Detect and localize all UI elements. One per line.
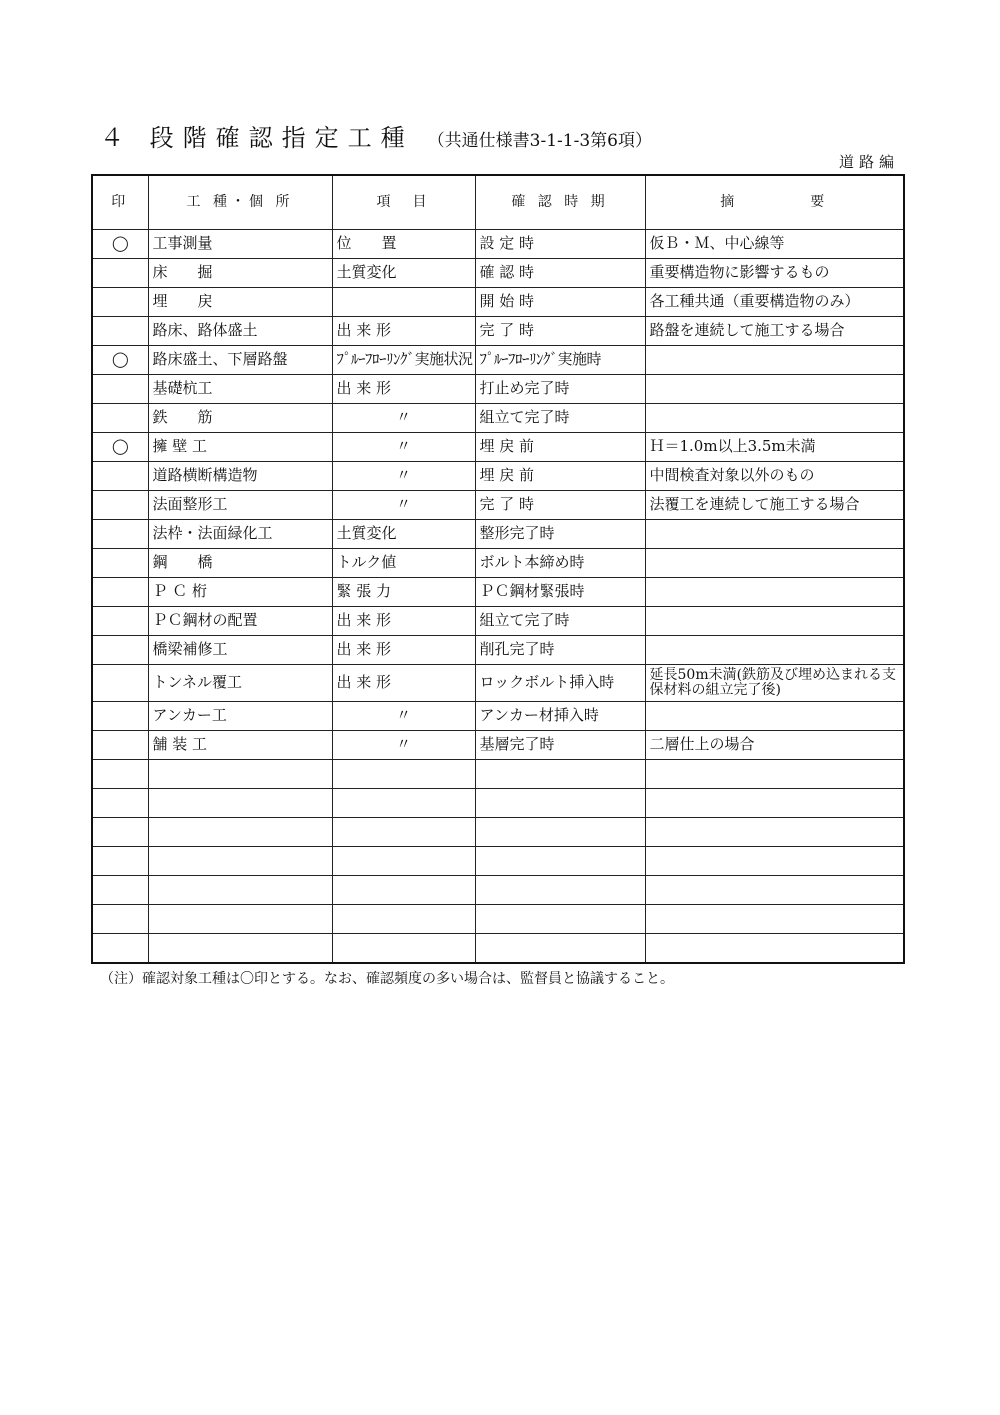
table-row [92,288,904,317]
cell-mark [92,847,148,876]
cell-work: 鉄 筋 [148,404,332,433]
cell-work: 工事測量 [148,230,332,259]
cell-remarks [645,375,904,404]
title-main: ４ 段階確認指定工種 [100,124,414,152]
cell-item [332,934,475,964]
cell-mark [92,520,148,549]
cell-timing: 開 始 時 [475,288,645,317]
cell-timing: 基層完了時 [475,731,645,760]
cell-mark [92,549,148,578]
cell-mark [92,760,148,789]
cell-work: ＰＣ鋼材の配置 [148,607,332,636]
cell-timing [475,876,645,905]
table-row [92,876,904,905]
cell-timing: ﾌﾟﾙｰﾌﾛｰﾘﾝｸﾞ実施時 [475,346,645,375]
cell-item: 出 来 形 [332,607,475,636]
cell-timing: 打止め完了時 [475,375,645,404]
cell-item: 〃 [332,433,475,462]
cell-work [148,760,332,789]
cell-remarks [645,346,904,375]
cell-work: 基礎杭工 [148,375,332,404]
table-row [92,375,904,404]
cell-remarks [645,818,904,847]
cell-mark: ◯ [92,230,148,259]
cell-mark [92,462,148,491]
header-work: 工 種・個 所 [148,175,332,230]
cell-item: 土質変化 [332,520,475,549]
cell-timing: ボルト本締め時 [475,549,645,578]
cell-mark [92,288,148,317]
cell-work [148,847,332,876]
cell-timing [475,905,645,934]
table-row [92,702,904,731]
cell-work: 埋 戻 [148,288,332,317]
cell-work [148,934,332,964]
cell-timing: アンカー材挿入時 [475,702,645,731]
cell-work: 法枠・法面緑化工 [148,520,332,549]
cell-timing [475,818,645,847]
cell-item [332,905,475,934]
cell-item: 出 来 形 [332,636,475,665]
cell-timing: 設 定 時 [475,230,645,259]
cell-mark [92,905,148,934]
table-row [92,317,904,346]
cell-mark: ◯ [92,433,148,462]
cell-work [148,818,332,847]
table-row [92,665,904,702]
cell-work: 路床、路体盛土 [148,317,332,346]
cell-timing: 削孔完了時 [475,636,645,665]
cell-timing: 埋 戻 前 [475,462,645,491]
cell-item [332,876,475,905]
cell-remarks [645,607,904,636]
edition-label: 道路編 [838,153,899,171]
cell-timing: ＰＣ鋼材緊張時 [475,578,645,607]
cell-timing [475,789,645,818]
cell-timing: 組立て完了時 [475,404,645,433]
cell-remarks [645,876,904,905]
cell-remarks: 路盤を連続して施工する場合 [645,317,904,346]
cell-mark [92,731,148,760]
cell-remarks: 重要構造物に影響するもの [645,259,904,288]
cell-mark [92,665,148,702]
cell-remarks [645,404,904,433]
cell-mark [92,491,148,520]
footnote: （注）確認対象工種は〇印とする。なお、確認頻度の多い場合は、監督員と協議すること。 [100,971,674,987]
cell-timing: 整形完了時 [475,520,645,549]
cell-item: 〃 [332,731,475,760]
cell-mark [92,578,148,607]
cell-mark [92,876,148,905]
cell-item: 出 来 形 [332,375,475,404]
cell-mark [92,375,148,404]
cell-remarks: 仮Ｂ・Ｍ、中心線等 [645,230,904,259]
cell-work: 橋梁補修工 [148,636,332,665]
cell-item: 〃 [332,702,475,731]
table-row [92,346,904,375]
cell-mark [92,607,148,636]
table-row [92,607,904,636]
table-row [92,905,904,934]
cell-remarks: Ｈ＝1.0m以上3.5m未満 [645,433,904,462]
table-row [92,520,904,549]
cell-work [148,905,332,934]
cell-mark [92,317,148,346]
cell-remarks: 中間検査対象以外のもの [645,462,904,491]
table-row [92,491,904,520]
cell-work: 擁 壁 工 [148,433,332,462]
cell-work: 鋼 橋 [148,549,332,578]
cell-remarks [645,905,904,934]
cell-remarks [645,520,904,549]
cell-mark [92,818,148,847]
cell-item: 〃 [332,404,475,433]
cell-remarks: 法覆工を連続して施工する場合 [645,491,904,520]
header-item: 項 目 [332,175,475,230]
cell-item: 土質変化 [332,259,475,288]
cell-mark [92,259,148,288]
cell-timing: 確 認 時 [475,259,645,288]
cell-mark [92,934,148,964]
cell-remarks [645,934,904,964]
cell-timing: 埋 戻 前 [475,433,645,462]
cell-remarks [645,636,904,665]
cell-item [332,760,475,789]
cell-remarks: 二層仕上の場合 [645,731,904,760]
cell-remarks: 各工種共通（重要構造物のみ） [645,288,904,317]
table-row [92,731,904,760]
cell-mark [92,702,148,731]
table-row [92,636,904,665]
cell-work: 舗 装 工 [148,731,332,760]
cell-remarks [645,847,904,876]
cell-mark: ◯ [92,346,148,375]
cell-timing: 完 了 時 [475,491,645,520]
cell-item: 出 来 形 [332,665,475,702]
header-remarks: 摘 要 [645,175,904,230]
cell-item: 緊 張 力 [332,578,475,607]
cell-work [148,789,332,818]
cell-timing: ロックボルト挿入時 [475,665,645,702]
cell-item: トルク値 [332,549,475,578]
cell-item [332,847,475,876]
cell-remarks [645,549,904,578]
cell-timing: 完 了 時 [475,317,645,346]
header-timing: 確 認 時 期 [475,175,645,230]
table-row [92,462,904,491]
cell-timing [475,847,645,876]
cell-work: 床 掘 [148,259,332,288]
cell-remarks [645,760,904,789]
page-title [100,118,652,158]
table-row [92,259,904,288]
table-header-row [92,175,904,230]
cell-timing [475,934,645,964]
cell-item: 出 来 形 [332,317,475,346]
table-row [92,760,904,789]
cell-item: 〃 [332,462,475,491]
cell-remarks [645,578,904,607]
table-row [92,404,904,433]
cell-mark [92,789,148,818]
table-row [92,549,904,578]
cell-remarks: 延長50m未満(鉄筋及び埋め込まれる支保材料の組立完了後) [645,665,904,702]
cell-work: アンカー工 [148,702,332,731]
cell-mark [92,404,148,433]
header-mark: 印 [92,175,148,230]
table-row [92,818,904,847]
cell-work: 道路横断構造物 [148,462,332,491]
inspection-table [91,174,905,964]
cell-work: Ｐ Ｃ 桁 [148,578,332,607]
table-row [92,789,904,818]
cell-item: 〃 [332,491,475,520]
cell-item [332,818,475,847]
cell-item [332,789,475,818]
table-row [92,433,904,462]
title-reference: （共通仕様書3-1-1-3第6項） [427,131,652,151]
cell-work: 法面整形工 [148,491,332,520]
cell-timing: 組立て完了時 [475,607,645,636]
table-row [92,230,904,259]
cell-remarks [645,702,904,731]
cell-timing [475,760,645,789]
cell-item [332,288,475,317]
table-row [92,934,904,964]
table-row [92,847,904,876]
cell-work [148,876,332,905]
cell-item: ﾌﾟﾙｰﾌﾛｰﾘﾝｸﾞ実施状況 [332,346,475,375]
cell-mark [92,636,148,665]
table-row [92,578,904,607]
cell-remarks [645,789,904,818]
cell-work: トンネル覆工 [148,665,332,702]
cell-item: 位 置 [332,230,475,259]
cell-work: 路床盛土、下層路盤 [148,346,332,375]
